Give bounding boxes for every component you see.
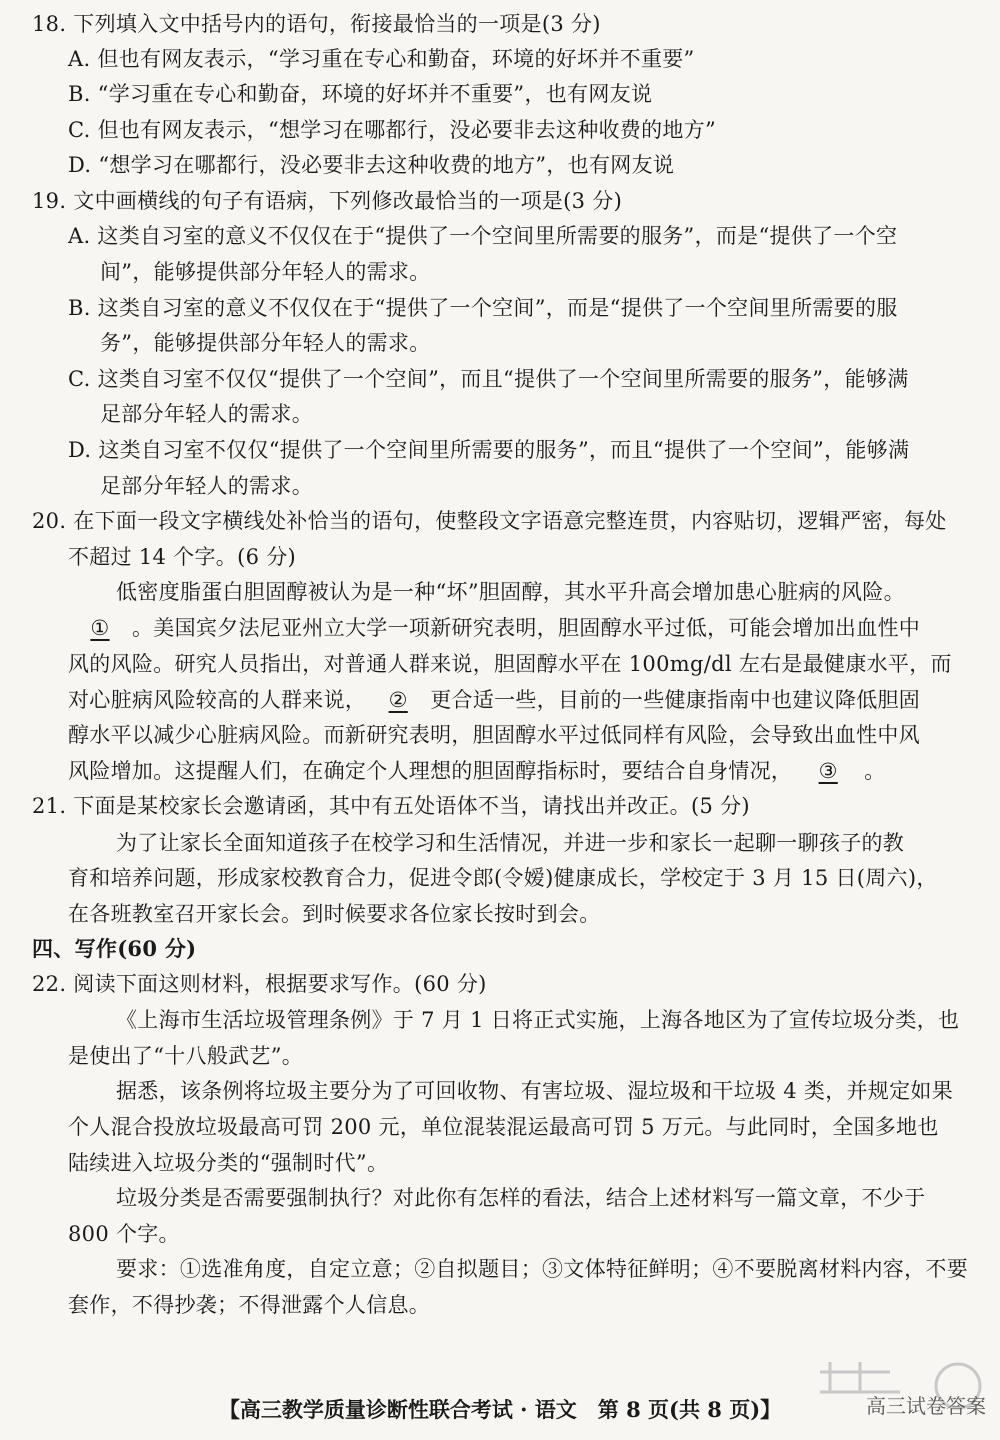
q21-letter-line3: 在各班教室召开家长会。到时候要求各位家长按时到会。 — [68, 902, 601, 926]
q20-passage-line2 — [68, 614, 920, 642]
q20-passage-line5: 醇水平以减少心脏病风险。而新研究表明，胆固醇水平过低同样有风险，会导致出血性中风 — [68, 723, 920, 747]
q20-passage-line4a: 对心脏病风险较高的人群来说， — [68, 688, 367, 712]
q22-requirements-line2: 套作，不得抄袭；不得泄露个人信息。 — [68, 1293, 431, 1317]
q22-prompt-line2: 800 个字。 — [68, 1222, 180, 1246]
q19-option-c: C. 这类自习室不仅仅“提供了一个空间”，而且“提供了一个空间里所需要的服务”，能够满 — [68, 367, 909, 391]
q21-letter-line2: 育和培养问题，形成家校教育合力，促进令郎(令嫒)健康成长，学校定于 3 月 15 日(周六)， — [68, 866, 938, 890]
q21-stem: 21. 下面是某校家长会邀请函，其中有五处语体不当，请找出并改正。(5 分) — [32, 794, 750, 818]
q18-option-d: D. “想学习在哪都行，没必要非去这种收费的地方”，也有网友说 — [68, 153, 675, 177]
q19-option-d-cont: 足部分年轻人的需求。 — [100, 474, 313, 498]
section-heading-writing: 四、写作(60 分) — [32, 936, 197, 961]
q20-passage-line4b: 更合适一些，目前的一些健康指南中也建议降低胆固 — [430, 688, 921, 712]
q19-option-b: B. 这类自习室的意义不仅仅在于“提供了一个空间”，而是“提供了一个空间里所需要的服 — [68, 296, 898, 320]
q20-passage-line4 — [68, 686, 920, 714]
q20-passage-line2-text: 。美国宾夕法尼亚州立大学一项新研究表明，胆固醇水平过低，可能会增加出血性中 — [132, 616, 921, 640]
q19-stem: 19. 文中画横线的句子有语病，下列修改最恰当的一项是(3 分) — [32, 189, 623, 213]
q18-option-a: A. 但也有网友表示，“学习重在专心和勤奋，环境的好坏并不重要” — [68, 47, 695, 71]
q20-blank-1: ① — [90, 616, 110, 640]
q19-option-a: A. 这类自习室的意义不仅仅在于“提供了一个空间里所需要的服务”，而是“提供了一个空 — [68, 224, 898, 248]
q19-option-c-cont: 足部分年轻人的需求。 — [100, 402, 313, 426]
q20-passage-line3: 风的风险。研究人员指出，对普通人群来说，胆固醇水平在 100mg/dl 左右是最健康水平，而 — [68, 652, 952, 676]
q20-blank-2: ② — [388, 688, 408, 712]
q20-blank-3: ③ — [818, 759, 838, 783]
q22-material-line1: 《上海市生活垃圾管理条例》于 7 月 1 日将正式实施，上海各地区为了宣传垃圾分类，也 — [116, 1008, 960, 1032]
q22-material-line4: 个人混合投放垃圾最高可罚 200 元，单位混装混运最高可罚 5 万元。与此同时，全国多地也 — [68, 1115, 939, 1139]
q22-material-line2: 是使出了“十八般武艺”。 — [68, 1044, 304, 1068]
q22-material-line5: 陆续进入垃圾分类的“强制时代”。 — [68, 1151, 389, 1175]
q21-letter-line1: 为了让家长全面知道孩子在校学习和生活情况，并进一步和家长一起聊一聊孩子的教 — [116, 831, 905, 855]
q20-passage-line1: 低密度脂蛋白胆固醇被认为是一种“坏”胆固醇，其水平升高会增加患心脏病的风险。 — [116, 580, 905, 604]
q19-option-a-cont: 间”，能够提供部分年轻人的需求。 — [100, 260, 431, 284]
watermark-text: 高三试卷答案 — [866, 1394, 986, 1418]
q22-material-line3: 据悉，该条例将垃圾主要分为了可回收物、有害垃圾、湿垃圾和干垃圾 4 类，并规定如果 — [116, 1079, 954, 1103]
q22-prompt-line1: 垃圾分类是否需要强制执行？对此你有怎样的看法，结合上述材料写一篇文章，不少于 — [116, 1186, 926, 1210]
q20-passage-line6 — [68, 757, 886, 785]
q22-stem: 22. 阅读下面这则材料，根据要求写作。(60 分) — [32, 972, 487, 996]
q18-option-b: B. “学习重在专心和勤奋，环境的好坏并不重要”，也有网友说 — [68, 82, 653, 106]
q22-requirements-line1: 要求：①选准角度，自定立意；②自拟题目；③文体特征鲜明；④不要脱离材料内容，不要 — [116, 1257, 968, 1281]
q20-stem-line1: 20. 在下面一段文字横线处补恰当的语句，使整段文字语意完整连贯，内容贴切，逻辑严密，每处 — [32, 509, 947, 533]
q20-passage-line6a: 风险增加。这提醒人们，在确定个人理想的胆固醇指标时，要结合自身情况， — [68, 759, 793, 783]
q19-option-b-cont: 务”，能够提供部分年轻人的需求。 — [100, 331, 431, 355]
q20-passage-line6b: 。 — [864, 759, 886, 783]
q18-stem: 18. 下列填入文中括号内的语句，衔接最恰当的一项是(3 分) — [32, 12, 601, 36]
q18-option-c: C. 但也有网友表示，“想学习在哪都行，没必要非去这种收费的地方” — [68, 118, 717, 142]
page-footer: 【高三教学质量诊断性联合考试 · 语文 第 8 页(共 8 页)】 — [218, 1397, 782, 1422]
q20-stem-line2: 不超过 14 个字。(6 分) — [68, 545, 296, 569]
q19-option-d: D. 这类自习室不仅仅“提供了一个空间里所需要的服务”，而且“提供了一个空间”，能够满 — [68, 438, 910, 462]
